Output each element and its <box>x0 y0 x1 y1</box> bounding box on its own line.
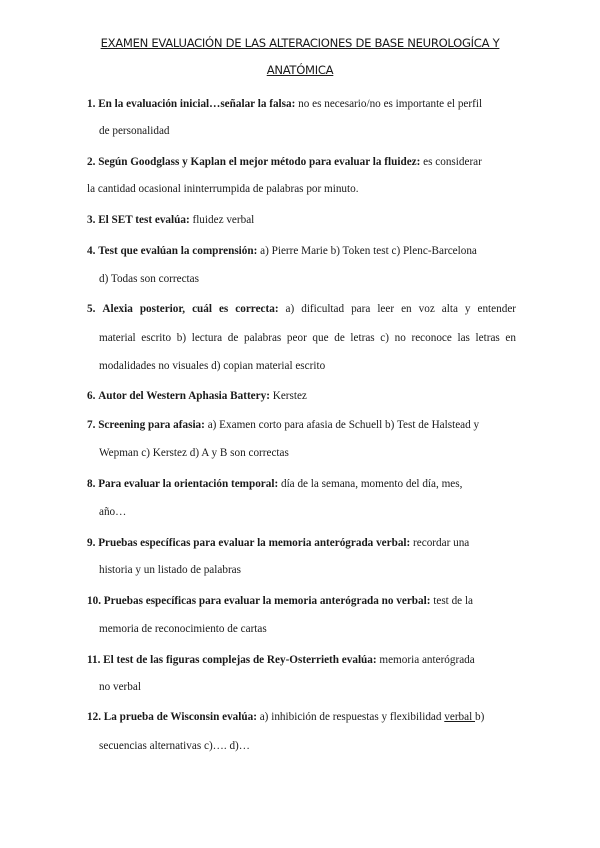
question-10 <box>87 594 473 608</box>
answer-text: a) inhibición de respuestas y flexibilidad <box>256 711 445 723</box>
question-text: Para evaluar la orientación temporal: <box>98 478 279 490</box>
question-4 <box>87 244 477 258</box>
question-6 <box>87 389 307 403</box>
question-number: 11. <box>87 654 101 666</box>
answer-continuation: año… <box>99 506 127 518</box>
answer-text: a) Examen corto para afasia de Schuell b) Test de Halstead y <box>204 419 480 431</box>
question-number: 9. <box>87 537 96 549</box>
question-number: 4. <box>87 245 96 257</box>
question-text: Alexia posterior, cuál es correcta: <box>102 303 279 315</box>
answer-text: a) Pierre Marie b) Token test c) Plenc-Barcelona <box>257 245 477 257</box>
question-number: 12. <box>87 711 101 723</box>
answer-text: b) <box>475 711 485 723</box>
question-text: Pruebas específicas para evaluar la memoria anterógrada no verbal: <box>103 595 431 607</box>
question-number: 3. <box>87 214 96 226</box>
question-11 <box>87 653 475 667</box>
question-number: 7. <box>87 419 96 431</box>
question-number: 8. <box>87 478 96 490</box>
document-title-line-1: EXAMEN EVALUACIÓN DE LAS ALTERACIONES DE BASE NEUROLOGÍCA Y <box>100 36 500 50</box>
answer-continuation: Wepman c) Kerstez d) A y B son correctas <box>99 447 289 459</box>
answer-text: día de la semana, momento del día, mes, <box>278 478 463 490</box>
question-8 <box>87 477 462 491</box>
question-3 <box>87 213 254 227</box>
answer-continuation: historia y un listado de palabras <box>99 564 241 576</box>
question-text: Según Goodglass y Kaplan el mejor método para evaluar la fluidez: <box>98 156 421 168</box>
answer-continuation: no verbal <box>99 681 141 693</box>
question-number: 2. <box>87 156 96 168</box>
answer-text: no es necesario/no es importante el perfil <box>295 98 483 110</box>
question-text: El SET test evalúa: <box>98 214 190 226</box>
document-title-line-2: ANATÓMICA <box>266 63 334 77</box>
question-number: 10. <box>87 595 101 607</box>
answer-continuation: modalidades no visuales d) copian material escrito <box>99 360 326 372</box>
answer-text: memoria anterógrada <box>376 654 475 666</box>
question-12 <box>87 710 484 724</box>
question-9 <box>87 536 469 550</box>
question-7 <box>87 418 479 432</box>
underlined-word: verbal <box>444 711 476 723</box>
answer-text: a) dificultad para leer en voz alta y entender <box>278 303 517 315</box>
question-number: 5. <box>87 303 96 315</box>
answer-continuation: de personalidad <box>99 125 170 137</box>
question-text: Pruebas específicas para evaluar la memoria anterógrada verbal: <box>98 537 411 549</box>
answer-continuation: memoria de reconocimiento de cartas <box>99 623 267 635</box>
question-text: En la evaluación inicial…señalar la falsa: <box>98 98 296 110</box>
question-text: La prueba de Wisconsin evalúa: <box>103 711 257 723</box>
answer-text: test de la <box>430 595 474 607</box>
answer-continuation: secuencias alternativas c)…. d)… <box>99 740 250 752</box>
question-2 <box>87 155 482 169</box>
answer-continuation: material escrito b) lectura de palabras peor que de letras c) no reconoce las letras en <box>99 332 516 344</box>
question-text: Screening para afasia: <box>98 419 205 431</box>
answer-text: es considerar <box>420 156 482 168</box>
question-number: 6. <box>87 390 96 402</box>
question-5 <box>87 302 516 316</box>
question-text: Autor del Western Aphasia Battery: <box>98 390 270 402</box>
question-1 <box>87 97 482 111</box>
answer-continuation: la cantidad ocasional ininterrumpida de palabras por minuto. <box>87 183 359 195</box>
answer-text: Kerstez <box>269 390 307 402</box>
question-text: Test que evalúan la comprensión: <box>98 245 258 257</box>
question-number: 1. <box>87 98 96 110</box>
answer-text: fluidez verbal <box>189 214 255 226</box>
answer-text: recordar una <box>410 537 470 549</box>
answer-continuation: d) Todas son correctas <box>99 273 199 285</box>
question-text: El test de las figuras complejas de Rey-Osterrieth evalúa: <box>103 654 377 666</box>
